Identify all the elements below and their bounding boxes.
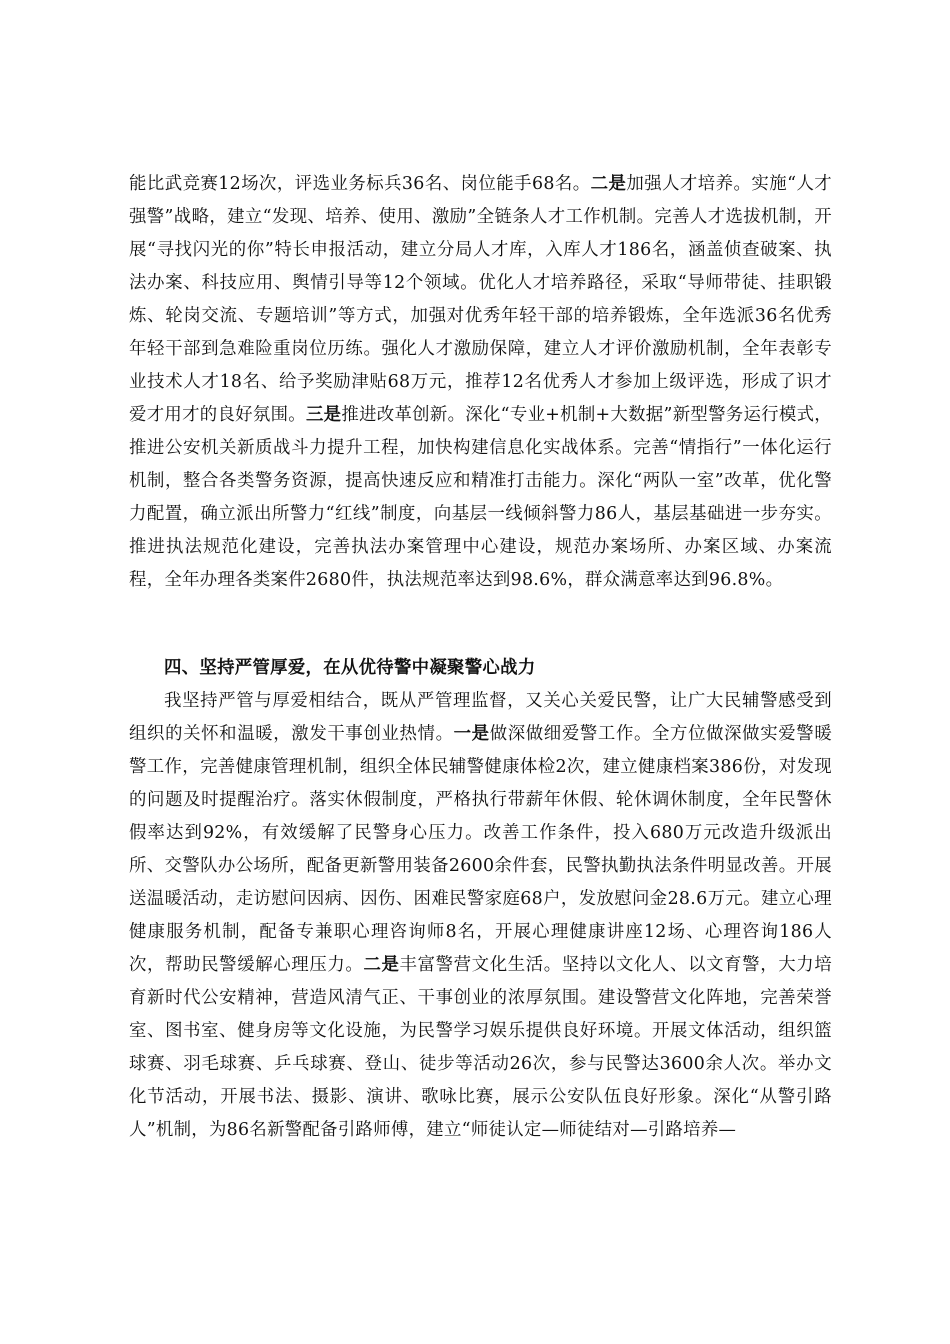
ordinal-marker-two: 二是: [590, 174, 627, 194]
paragraph-police-care: [129, 685, 832, 1147]
ordinal-marker-three: 三是: [305, 405, 342, 425]
text-run: 推进改革创新。深化“专业+机制+大数据”新型警务运行模式，推进公安机关新质战斗力提升工程，加快构建信息化实战体系。完善“情指行”一体化运行机制，整合各类警务资源，提高快速反应和精准打击能力。深化“两队一室”改革，优化警力配置，确立派出所警力“红线”制度，向基层一线倾斜警力86人，基层基础进一步夯实。推进执法规范化建设，完善执法办案管理中心建设，规范办案场所、办案区域、办案流程，全年办理各类案件2680件，执法规范率达到98.6%，群众满意率达到96.8%。: [129, 405, 832, 590]
ordinal-marker-one: 一是: [453, 724, 490, 744]
text-run: 加强人才培养。实施“人才强警”战略，建立“发现、培养、使用、激励”全链条人才工作机制。完善人才选拔机制，开展“寻找闪光的你”特长申报活动，建立分局人才库，入库人才186名，涵盖侦查破案、执法办案、科技应用、舆情引导等12个领域。优化人才培养路径，采取“导师带徒、挂职锻炼、轮岗交流、专题培训”等方式，加强对优秀年轻干部的培养锻炼，全年选派36名优秀年轻干部到急难险重岗位历练。强化人才激励保障，建立人才评价激励机制，全年表彰专业技术人才18名、给予奖励津贴68万元，推荐12名优秀人才参加上级评选，形成了识才爱才用才的良好氛围。: [129, 174, 832, 425]
text-run: 丰富警营文化生活。坚持以文化人、以文育警，大力培育新时代公安精神，营造风清气正、干事创业的浓厚氛围。建设警营文化阵地，完善荣誉室、图书室、健身房等文化设施，为民警学习娱乐提供良好环境。开展文体活动，组织篮球赛、羽毛球赛、乒乓球赛、登山、徒步等活动26次，参与民警达3600余人次。举办文化节活动，开展书法、摄影、演讲、歌咏比赛，展示公安队伍良好形象。深化“从警引路人”机制，为86名新警配备引路师傅，建立“师徒认定—师徒结对—引路培养—: [129, 955, 833, 1140]
section-heading-4: 四、坚持严管厚爱，在从优待警中凝聚警心战力: [164, 658, 536, 678]
text-run: 做深做细爱警工作。全方位做深做实爱警暖警工作，完善健康管理机制，组织全体民辅警健康体检2次，建立健康档案386份，对发现的问题及时提醒治疗。落实休假制度，严格执行带薪年休假、轮休调休制度，全年民警休假率达到92%，有效缓解了民警身心压力。改善工作条件，投入680万元改造升级派出所、交警队办公场所，配备更新警用装备2600余件套，民警执勤执法条件明显改善。开展送温暖活动，走访慰问因病、因伤、困难民警家庭68户，发放慰问金28.6万元。建立心理健康服务机制，配备专兼职心理咨询师8名，开展心理健康讲座12场、心理咨询186人次，帮助民警缓解心理压力。: [129, 724, 833, 975]
paragraph-talent-reform: [129, 168, 832, 597]
text-run: 我坚持严管与厚爱相结合，既从严管理监督，又关心关爱民警，让广大民辅警感受到组织的关怀和温暖，激发干事创业热情。: [129, 691, 832, 744]
text-run: 能比武竞赛12场次，评选业务标兵36名、岗位能手68名。: [129, 174, 591, 194]
body-text-section-2: [129, 652, 832, 1147]
body-text-section-1: [129, 168, 832, 597]
ordinal-marker-two: 二是: [363, 955, 400, 975]
